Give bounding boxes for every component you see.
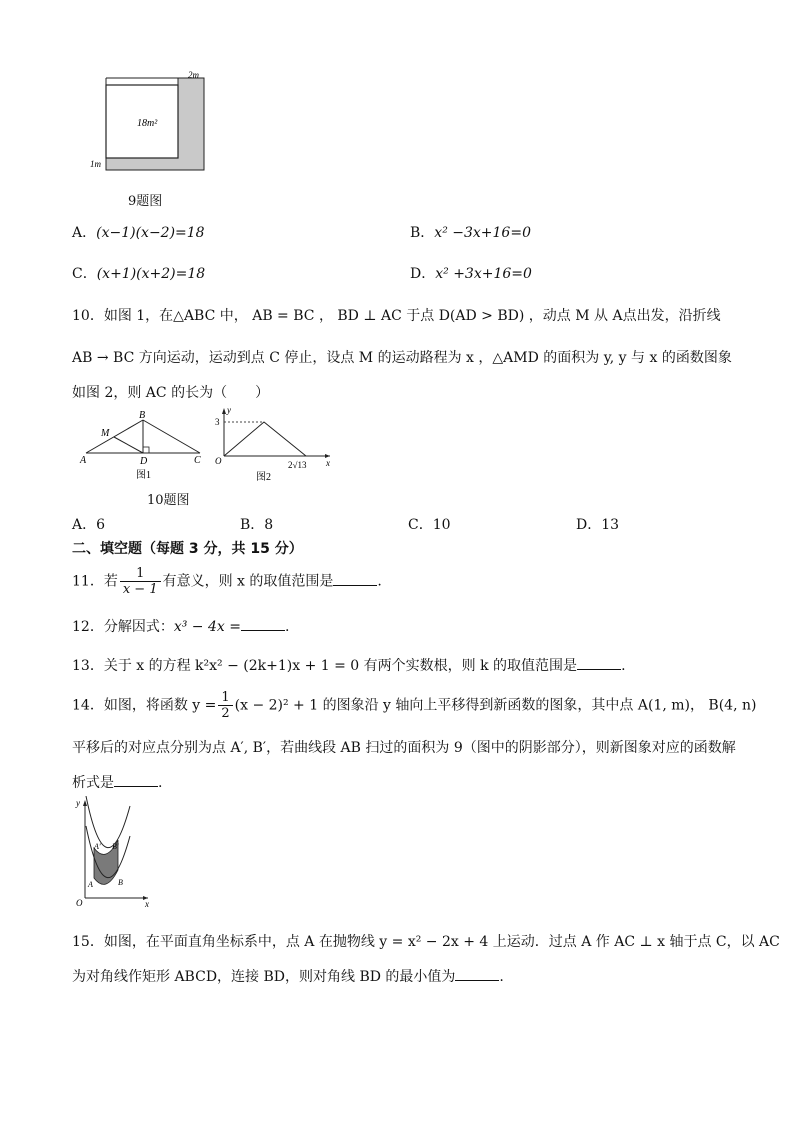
fig2-y-axis: y	[227, 405, 231, 415]
q10-option-a[interactable]: A．6	[72, 517, 106, 533]
q9-figure	[84, 70, 214, 180]
fig-origin: O	[76, 898, 83, 908]
point-b-label: B	[118, 878, 123, 887]
q9-option-d[interactable]: D．x² +3x+16=0	[410, 266, 532, 282]
top-width-label: 2m	[188, 70, 199, 80]
point-c-label: C	[194, 455, 201, 466]
fig-x-axis: x	[145, 899, 149, 908]
q13: 13．关于 x 的方程 k²x² − (2k+1)x + 1 = 0 有两个实数根，则 k 的取值范围是 .	[72, 658, 626, 674]
q9-figure-caption: 9题图	[128, 194, 163, 209]
shifted-parabola	[86, 796, 130, 848]
fig2-y-tick: 3	[215, 417, 220, 427]
q13-answer-blank[interactable]	[577, 657, 621, 670]
section-heading: 二、填空题（每题 3 分，共 15 分）	[72, 541, 303, 557]
point-m-label: M	[101, 428, 110, 439]
q9-option-b[interactable]: B．x² −3x+16=0	[410, 225, 531, 241]
point-a-prime-label: A′	[94, 842, 101, 851]
fig2-origin: O	[215, 456, 222, 466]
fig1-caption: 图1	[136, 470, 151, 481]
q15-line-2: 为对角线作矩形 ABCD，连接 BD，则对角线 BD 的最小值为 .	[72, 969, 504, 985]
q10-line-2: AB → BC 方向运动，运动到点 C 停止，设点 M 的运动路程为 x ，△AMD 的面积为 y, y 与 x 的函数图象	[72, 350, 732, 366]
q10-option-b[interactable]: B．8	[240, 517, 274, 533]
fig2-x-axis: x	[326, 458, 330, 468]
point-a-label: A	[88, 880, 93, 889]
fig-y-axis: y	[76, 798, 80, 808]
q15-line-1: 15．如图，在平面直角坐标系中，点 A 在抛物线 y = x² − 2x + 4 上运动．过点 A 作 AC ⊥ x 轴于点 C，以 AC	[72, 934, 780, 950]
q10-option-c[interactable]: C．10	[408, 517, 451, 533]
q10-option-d[interactable]: D．13	[576, 517, 620, 533]
area-label: 18m²	[137, 118, 158, 129]
point-a-label: A	[80, 455, 87, 466]
q10-figure-1	[78, 408, 210, 486]
q10-figure-2	[208, 404, 336, 486]
q14-answer-blank[interactable]	[114, 774, 158, 787]
q9-option-a[interactable]: A．(x−1)(x−2)=18	[72, 225, 205, 241]
q10-line-1: 10．如图 1，在△ABC 中， AB = BC ， BD ⊥ AC 于点 D(AD > BD) ，动点 M 从 A点出发，沿折线	[72, 308, 721, 324]
q14-fraction: $\frac{1}{2}$	[218, 690, 232, 721]
q10-line-3: 如图 2，则 AC 的长为（ ）	[72, 385, 270, 401]
fig2-caption: 图2	[256, 472, 271, 483]
q11-fraction: $\frac{1}{x - 1}$	[120, 566, 161, 597]
q15-answer-blank[interactable]	[455, 968, 499, 981]
q14-line-3: 析式是 .	[72, 775, 163, 791]
point-b-prime-label: B′	[112, 842, 119, 851]
q11-answer-blank[interactable]	[333, 573, 377, 586]
q11: 11．若 $\frac{1}{x - 1}$ 有意义，则 x 的取值范围是 .	[72, 566, 382, 597]
q9-option-c[interactable]: C．(x+1)(x+2)=18	[72, 266, 206, 282]
q10-figure-caption: 10题图	[147, 493, 190, 508]
q14-line-1: 14．如图，将函数 y = $\frac{1}{2}$ (x − 2)² + 1 的图象沿 y 轴向上平移得到新函数的图象，其中点 A(1, m)， B(4, n)	[72, 690, 757, 721]
q14-figure	[72, 796, 154, 908]
q12: 12．分解因式：x³ − 4x = .	[72, 619, 290, 635]
q14-line-2: 平移后的对应点分别为点 A′, B′，若曲线段 AB 扫过的面积为 9（图中的阴影部分），则新图象对应的函数解	[72, 740, 736, 756]
bottom-width-label: 1m	[90, 159, 101, 169]
q12-answer-blank[interactable]	[241, 618, 285, 631]
point-b-label: B	[139, 410, 146, 421]
point-d-label: D	[140, 456, 148, 467]
fig2-x-tick: 2√13	[288, 460, 307, 470]
